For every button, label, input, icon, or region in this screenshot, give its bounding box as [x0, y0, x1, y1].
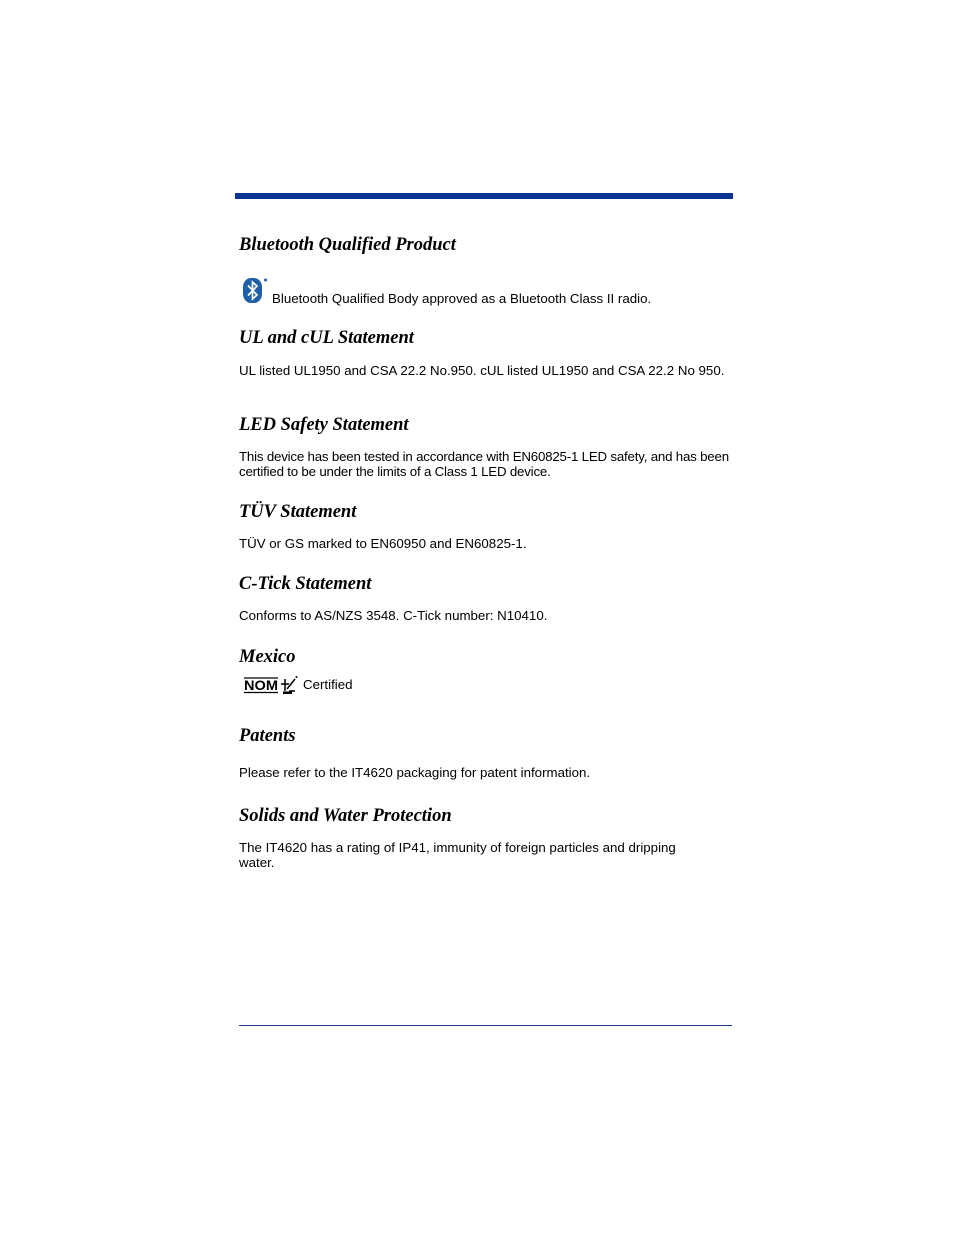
mexico-text: Certified: [303, 677, 353, 692]
patents-text: Please refer to the IT4620 packaging for patent information.: [239, 765, 591, 780]
ctick-text: Conforms to AS/NZS 3548. C-Tick number: N10410.: [239, 608, 548, 623]
nom-logo: [243, 675, 299, 695]
led-text: This device has been tested in accordance with EN60825-1 LED safety, and has been certified to be under the limits of a Class 1 LED device.: [239, 449, 729, 479]
tuv-text: TÜV or GS marked to EN60950 and EN60825-1.: [239, 536, 527, 551]
heading-mexico: Mexico: [239, 647, 296, 667]
solids-text: The IT4620 has a rating of IP41, immunity of foreign particles and dripping water.: [239, 840, 676, 870]
bottom-rule: [239, 1025, 732, 1026]
bluetooth-text: Bluetooth Qualified Body approved as a Bluetooth Class II radio.: [272, 291, 652, 306]
nom-logo-text: NOM: [244, 677, 278, 693]
top-rule: [235, 193, 733, 199]
heading-bluetooth: Bluetooth Qualified Product: [239, 235, 456, 255]
heading-tuv: TÜV Statement: [239, 502, 357, 522]
heading-patents: Patents: [239, 726, 296, 746]
heading-ctick: C-Tick Statement: [239, 574, 372, 594]
bluetooth-icon: [242, 277, 268, 305]
ul-text: UL listed UL1950 and CSA 22.2 No.950. cUL listed UL1950 and CSA 22.2 No 950.: [239, 363, 725, 378]
heading-solids: Solids and Water Protection: [239, 806, 452, 826]
heading-led: LED Safety Statement: [239, 415, 409, 435]
heading-ul: UL and cUL Statement: [239, 328, 414, 348]
